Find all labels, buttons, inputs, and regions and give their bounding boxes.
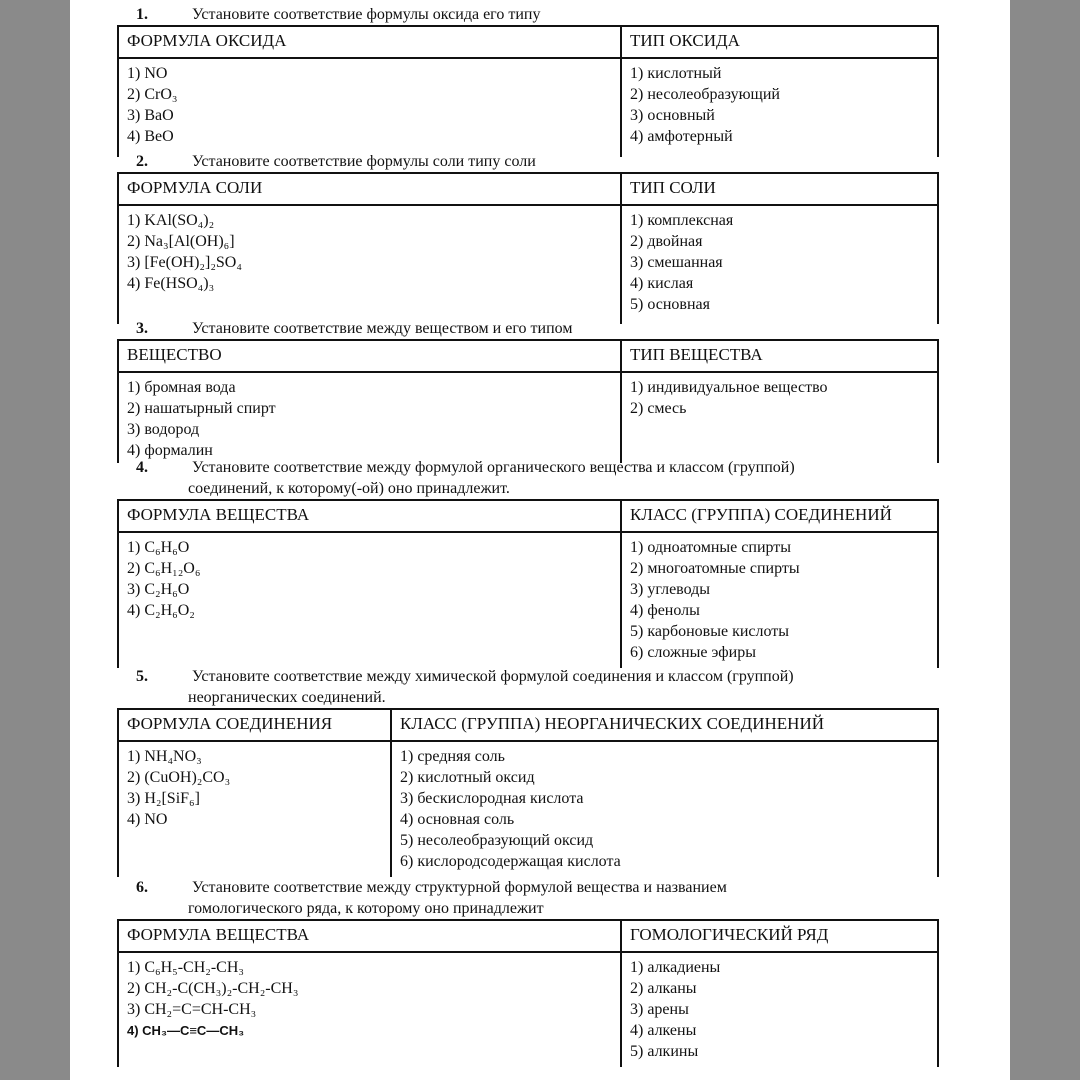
task-text: Установите соответствие формулы оксида его типу [192, 6, 541, 23]
formula-item: 2) нашатырный спирт [127, 400, 276, 417]
column-header-left: ФОРМУЛА ВЕЩЕСТВА [118, 920, 621, 952]
option-item: 4) алкены [630, 1022, 697, 1039]
formula-item: 3) водород [127, 421, 200, 438]
left-column [118, 372, 621, 463]
left-column [118, 205, 621, 324]
formula-item: 3) [Fe(OH)₂]₂SO₄ [127, 254, 242, 271]
option-item: 6) кислородсодержащая кислота [400, 853, 621, 870]
matching-table [117, 919, 939, 1067]
column-header-left: ВЕЩЕСТВО [118, 340, 621, 372]
formula-item: 1) NH₄NO₃ [127, 748, 202, 765]
task-section-4 [117, 457, 937, 668]
option-item: 2) алканы [630, 980, 697, 997]
option-item: 3) основный [630, 107, 715, 124]
option-item: 3) арены [630, 1001, 689, 1018]
task-text-continued: неорганических соединений. [188, 689, 386, 706]
left-column [118, 58, 621, 157]
option-item: 5) несолеобразующий оксид [400, 832, 594, 849]
task-title [117, 151, 937, 172]
formula-item: 3) CH₂=C=CH-CH₃ [127, 1001, 257, 1018]
option-item: 2) многоатомные спирты [630, 560, 800, 577]
task-text: Установите соответствие между формулой органического вещества и классом (группой) [192, 459, 795, 476]
task-text: Установите соответствие формулы соли типу соли [192, 153, 536, 170]
formula-item: 3) C₂H₆O [127, 581, 190, 598]
option-item: 4) основная соль [400, 811, 515, 828]
column-header-right: ТИП ВЕЩЕСТВА [621, 340, 938, 372]
column-header-right: ГОМОЛОГИЧЕСКИЙ РЯД [621, 920, 938, 952]
formula-item: 2) C₆H₁₂O₆ [127, 560, 201, 577]
formula-item: 2) CH₂-C(CH₃)₂-CH₂-CH₃ [127, 980, 299, 997]
column-header-left: ФОРМУЛА ОКСИДА [118, 26, 621, 58]
formula-item: 4) CH₃—C≡C—CH₃ [127, 1023, 245, 1038]
column-header-right: КЛАСС (ГРУППА) НЕОРГАНИЧЕСКИХ СОЕДИНЕНИЙ [391, 709, 938, 741]
option-item: 2) смесь [630, 400, 687, 417]
option-item: 1) кислотный [630, 65, 722, 82]
right-column [621, 58, 938, 157]
task-title [117, 877, 937, 919]
formula-item: 4) NO [127, 811, 168, 828]
formula-item: 1) C₆H₅-CH₂-CH₃ [127, 959, 244, 976]
option-item: 3) бескислородная кислота [400, 790, 584, 807]
right-column [621, 372, 938, 463]
task-number: 6. [136, 879, 148, 896]
option-item: 2) кислотный оксид [400, 769, 535, 786]
option-item: 2) двойная [630, 233, 703, 250]
task-number: 1. [136, 6, 148, 23]
left-column [118, 741, 391, 877]
task-text: Установите соответствие между веществом и его типом [192, 320, 573, 337]
right-column [621, 532, 938, 668]
task-number: 2. [136, 153, 148, 170]
formula-item: 2) (CuOH)₂CO₃ [127, 769, 231, 786]
formula-item: 4) Fe(HSO₄)₃ [127, 275, 215, 292]
option-item: 1) средняя соль [400, 748, 505, 765]
formula-item: 2) Na₃[Al(OH)₆] [127, 233, 235, 250]
option-item: 5) карбоновые кислоты [630, 623, 790, 640]
matching-table [117, 339, 939, 463]
task-title [117, 666, 937, 708]
formula-item: 3) H₂[SiF₆] [127, 790, 200, 807]
matching-table [117, 499, 939, 668]
right-column [621, 952, 938, 1067]
formula-item: 1) KAl(SO₄)₂ [127, 212, 215, 229]
left-column [118, 952, 621, 1067]
task-title [117, 318, 937, 339]
task-section-6 [117, 877, 937, 1067]
column-header-right: ТИП ОКСИДА [621, 26, 938, 58]
option-item: 1) алкадиены [630, 959, 721, 976]
formula-item: 1) C₆H₆O [127, 539, 190, 556]
matching-table [117, 172, 939, 324]
task-section-1 [117, 4, 937, 157]
column-header-left: ФОРМУЛА ВЕЩЕСТВА [118, 500, 621, 532]
task-text: Установите соответствие между химической формулой соединения и классом (группой) [192, 668, 794, 685]
option-item: 4) кислая [630, 275, 694, 292]
formula-item: 1) бромная вода [127, 379, 236, 396]
formula-item: 4) формалин [127, 442, 213, 459]
task-text: Установите соответствие между структурной формулой вещества и названием [192, 879, 727, 896]
task-title [117, 4, 937, 25]
right-column [391, 741, 938, 877]
column-header-right: ТИП СОЛИ [621, 173, 938, 205]
task-number: 5. [136, 668, 148, 685]
column-header-right: КЛАСС (ГРУППА) СОЕДИНЕНИЙ [621, 500, 938, 532]
formula-item: 2) CrO₃ [127, 86, 178, 103]
option-item: 3) углеводы [630, 581, 711, 598]
option-item: 3) смешанная [630, 254, 723, 271]
task-number: 4. [136, 459, 148, 476]
task-title [117, 457, 937, 499]
option-item: 5) основная [630, 296, 710, 313]
task-text-continued: гомологического ряда, к которому оно принадлежит [188, 900, 544, 917]
option-item: 4) фенолы [630, 602, 700, 619]
matching-table [117, 708, 939, 877]
option-item: 6) сложные эфиры [630, 644, 756, 661]
matching-table [117, 25, 939, 157]
formula-item: 1) NO [127, 65, 168, 82]
task-text-continued: соединений, к которому(-ой) оно принадлежит. [188, 480, 510, 497]
left-column [118, 532, 621, 668]
column-header-left: ФОРМУЛА СОЛИ [118, 173, 621, 205]
option-item: 5) алкины [630, 1043, 699, 1060]
right-column [621, 205, 938, 324]
formula-item: 4) BeO [127, 128, 174, 145]
option-item: 4) амфотерный [630, 128, 733, 145]
task-section-5 [117, 666, 937, 877]
task-section-3 [117, 318, 937, 463]
task-number: 3. [136, 320, 148, 337]
task-section-2 [117, 151, 937, 324]
formula-item: 4) C₂H₆O₂ [127, 602, 195, 619]
option-item: 1) комплексная [630, 212, 734, 229]
option-item: 2) несолеобразующий [630, 86, 780, 103]
formula-item: 3) BaO [127, 107, 174, 124]
column-header-left: ФОРМУЛА СОЕДИНЕНИЯ [118, 709, 391, 741]
option-item: 1) индивидуальное вещество [630, 379, 828, 396]
option-item: 1) одноатомные спирты [630, 539, 792, 556]
